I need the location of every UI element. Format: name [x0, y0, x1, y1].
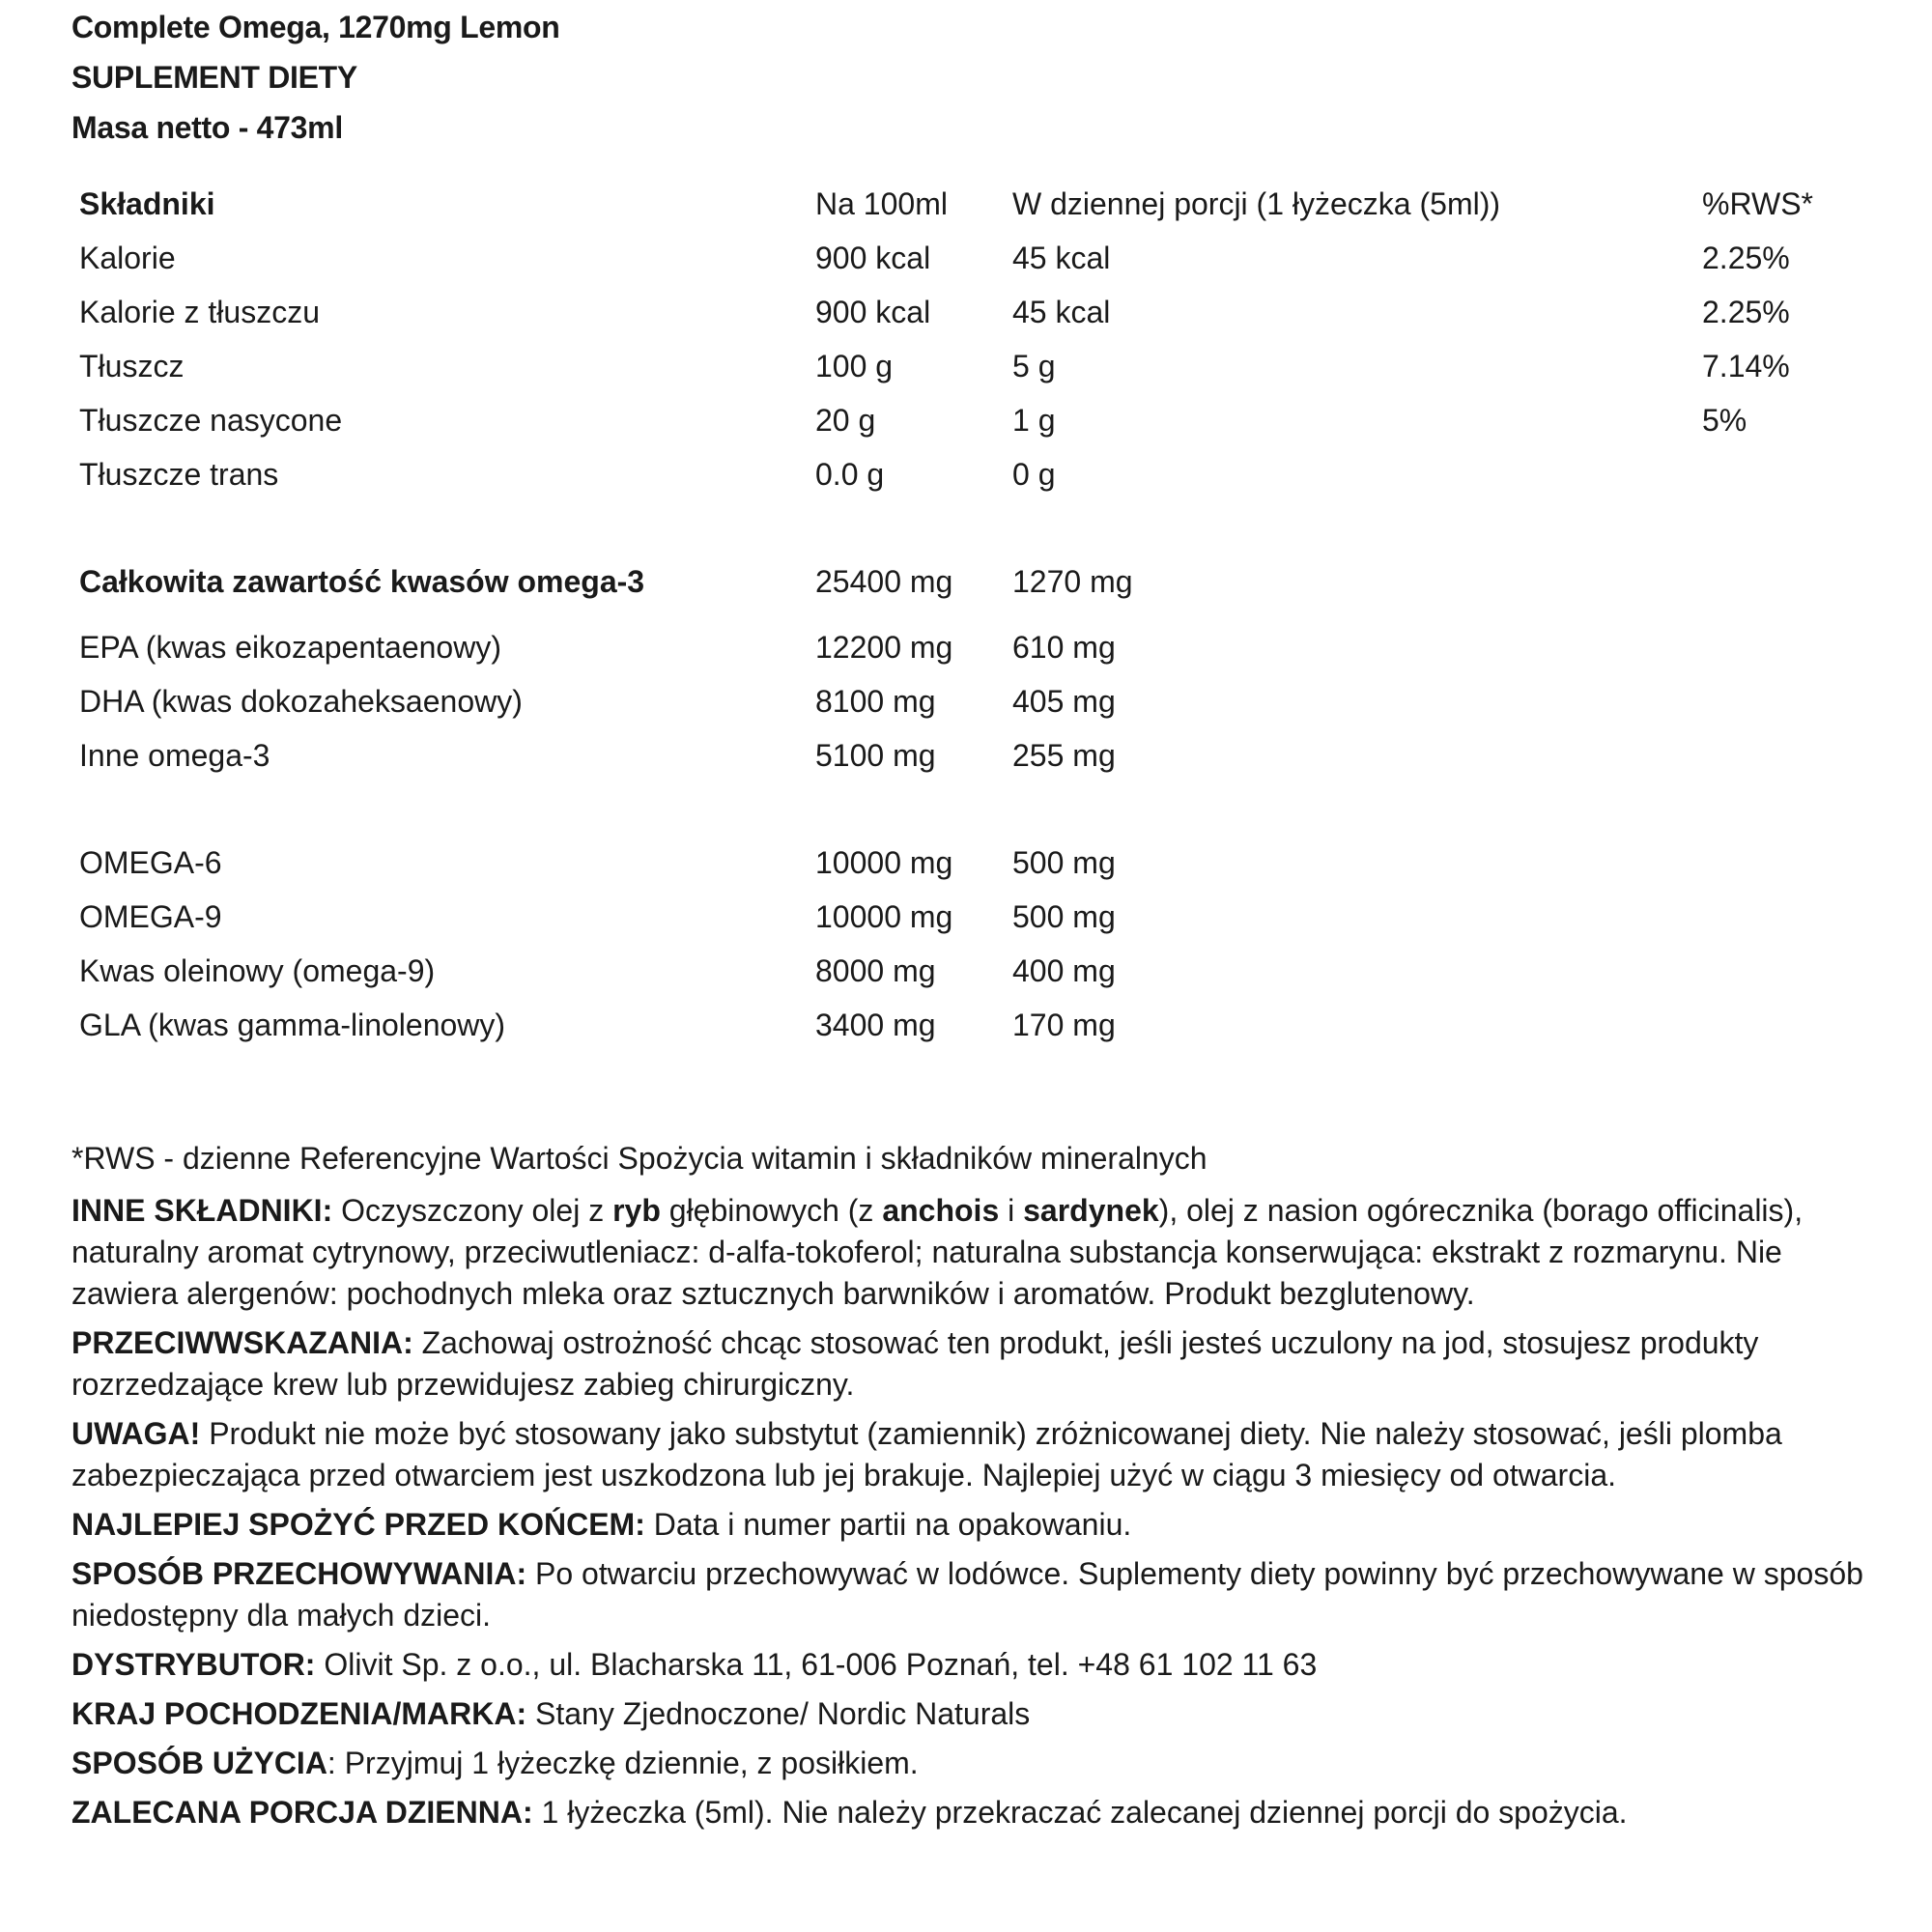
row-label: GLA (kwas gamma-linolenowy) [79, 1008, 506, 1042]
row-rws: 5% [1702, 403, 1747, 438]
row-label: Kalorie z tłuszczu [79, 295, 320, 329]
row-daily: 405 mg [1012, 684, 1116, 719]
row-per-100ml: 900 kcal [815, 241, 931, 275]
para-label: SPOSÓB PRZECHOWYWANIA: [71, 1556, 527, 1591]
row-per-100ml: 5100 mg [815, 738, 936, 773]
distributor [71, 1644, 1888, 1686]
row-daily: 255 mg [1012, 738, 1116, 773]
row-per-100ml: 12200 mg [815, 630, 953, 665]
row-per-100ml: 10000 mg [815, 845, 953, 880]
para-label: SPOSÓB UŻYCIA [71, 1746, 327, 1780]
para-text: Olivit Sp. z o.o., ul. Blacharska 11, 61-006 Poznań, tel. +48 61 102 11 63 [315, 1647, 1318, 1682]
para-text: : Przyjmuj 1 łyżeczkę dziennie, z posiłkiem. [327, 1746, 919, 1780]
warning [71, 1413, 1888, 1496]
row-per-100ml: 0.0 g [815, 457, 885, 492]
row-label: Kwas oleinowy (omega-9) [79, 953, 436, 988]
row-label: Kalorie [79, 241, 176, 275]
row-rws: 7.14% [1702, 349, 1790, 384]
highlight-sardine: sardynek [1023, 1193, 1159, 1228]
para-label: ZALECANA PORCJA DZIENNA: [71, 1795, 533, 1830]
row-daily: 400 mg [1012, 953, 1116, 988]
header-ingredients: Składniki [79, 186, 215, 221]
rws-footnote: *RWS - dzienne Referencyjne Wartości Spożycia witamin i składników mineralnych [71, 1141, 1208, 1176]
para-label: KRAJ POCHODZENIA/MARKA: [71, 1696, 527, 1731]
notes-section [71, 1138, 1888, 1841]
recommended-portion [71, 1792, 1888, 1833]
para-text: Oczyszczony olej z [332, 1193, 613, 1228]
row-daily: 1 g [1012, 403, 1056, 438]
para-text: ), olej z nasion ogórecznika (borago officinalis), naturalny aromat cytrynowy, przeciwutleniacz: d-alfa-tokoferol; naturalna substancja konserwująca: ekstrakt z rozmarynu. Nie zawiera alergenów: pochodnych mleka oraz sztucznych barwników i aromatów. Produkt bezglutenowy. [71, 1193, 1804, 1311]
row-label: Inne omega-3 [79, 738, 270, 773]
row-per-100ml: 100 g [815, 349, 894, 384]
para-label: UWAGA! [71, 1416, 201, 1451]
row-per-100ml: 25400 mg [815, 564, 953, 599]
para-text: 1 łyżeczka (5ml). Nie należy przekraczać zalecanej dziennej porcji do spożycia. [532, 1795, 1628, 1830]
row-daily: 45 kcal [1012, 295, 1111, 329]
row-daily: 170 mg [1012, 1008, 1116, 1042]
contraindications [71, 1322, 1888, 1406]
row-label: OMEGA-6 [79, 845, 222, 880]
para-text: głębinowych (z [660, 1193, 883, 1228]
product-type: SUPLEMENT DIETY [71, 60, 357, 95]
net-mass: Masa netto - 473ml [71, 110, 343, 145]
storage [71, 1553, 1888, 1636]
row-per-100ml: 10000 mg [815, 899, 953, 934]
para-label: DYSTRYBUTOR: [71, 1647, 316, 1682]
row-daily: 45 kcal [1012, 241, 1111, 275]
para-text: Zachowaj ostrożność chcąc stosować ten produkt, jeśli jesteś uczulony na jod, stosujesz produkty rozrzedzające krew lub przewidujesz zabieg chirurgiczny. [71, 1325, 1759, 1402]
header-daily-portion: W dziennej porcji (1 łyżeczka (5ml)) [1012, 186, 1501, 221]
para-text: i [999, 1193, 1024, 1228]
row-per-100ml: 900 kcal [815, 295, 931, 329]
para-text: Stany Zjednoczone/ Nordic Naturals [526, 1696, 1031, 1731]
para-label: INNE SKŁADNIKI: [71, 1193, 333, 1228]
best-before [71, 1504, 1888, 1546]
row-per-100ml: 8100 mg [815, 684, 936, 719]
other-ingredients [71, 1190, 1888, 1315]
row-label: DHA (kwas dokozaheksaenowy) [79, 684, 523, 719]
row-label: Tłuszcze nasycone [79, 403, 343, 438]
row-rws: 2.25% [1702, 241, 1790, 275]
para-label: NAJLEPIEJ SPOŻYĆ PRZED KOŃCEM: [71, 1507, 645, 1542]
row-daily: 500 mg [1012, 845, 1116, 880]
highlight-fish: ryb [612, 1193, 661, 1228]
row-label: Całkowita zawartość kwasów omega-3 [79, 564, 645, 599]
row-daily: 5 g [1012, 349, 1056, 384]
row-daily: 1270 mg [1012, 564, 1133, 599]
row-label: Tłuszcze trans [79, 457, 279, 492]
country-brand [71, 1693, 1888, 1735]
product-title: Complete Omega, 1270mg Lemon [71, 10, 560, 44]
para-text: Produkt nie może być stosowany jako substytut (zamiennik) zróżnicowanej diety. Nie należy stosować, jeśli plomba zabezpieczająca przed otwarciem jest uszkodzona lub jej brakuje. Najlepiej użyć w ciągu 3 miesięcy od otwarcia. [71, 1416, 1782, 1492]
row-label: EPA (kwas eikozapentaenowy) [79, 630, 501, 665]
row-daily: 0 g [1012, 457, 1056, 492]
row-per-100ml: 20 g [815, 403, 876, 438]
row-label: Tłuszcz [79, 349, 185, 384]
row-rws: 2.25% [1702, 295, 1790, 329]
para-text: Po otwarciu przechowywać w lodówce. Suplementy diety powinny być przechowywane w sposób niedostępny dla małych dzieci. [71, 1556, 1863, 1633]
para-text: Data i numer partii na opakowaniu. [644, 1507, 1132, 1542]
row-label: OMEGA-9 [79, 899, 222, 934]
para-label: PRZECIWWSKAZANIA: [71, 1325, 413, 1360]
usage [71, 1743, 1888, 1784]
row-per-100ml: 8000 mg [815, 953, 936, 988]
highlight-anchovy: anchois [882, 1193, 1000, 1228]
row-daily: 500 mg [1012, 899, 1116, 934]
product-header [71, 2, 560, 153]
header-rws: %RWS* [1702, 186, 1813, 221]
row-daily: 610 mg [1012, 630, 1116, 665]
row-per-100ml: 3400 mg [815, 1008, 936, 1042]
header-per-100ml: Na 100ml [815, 186, 948, 221]
